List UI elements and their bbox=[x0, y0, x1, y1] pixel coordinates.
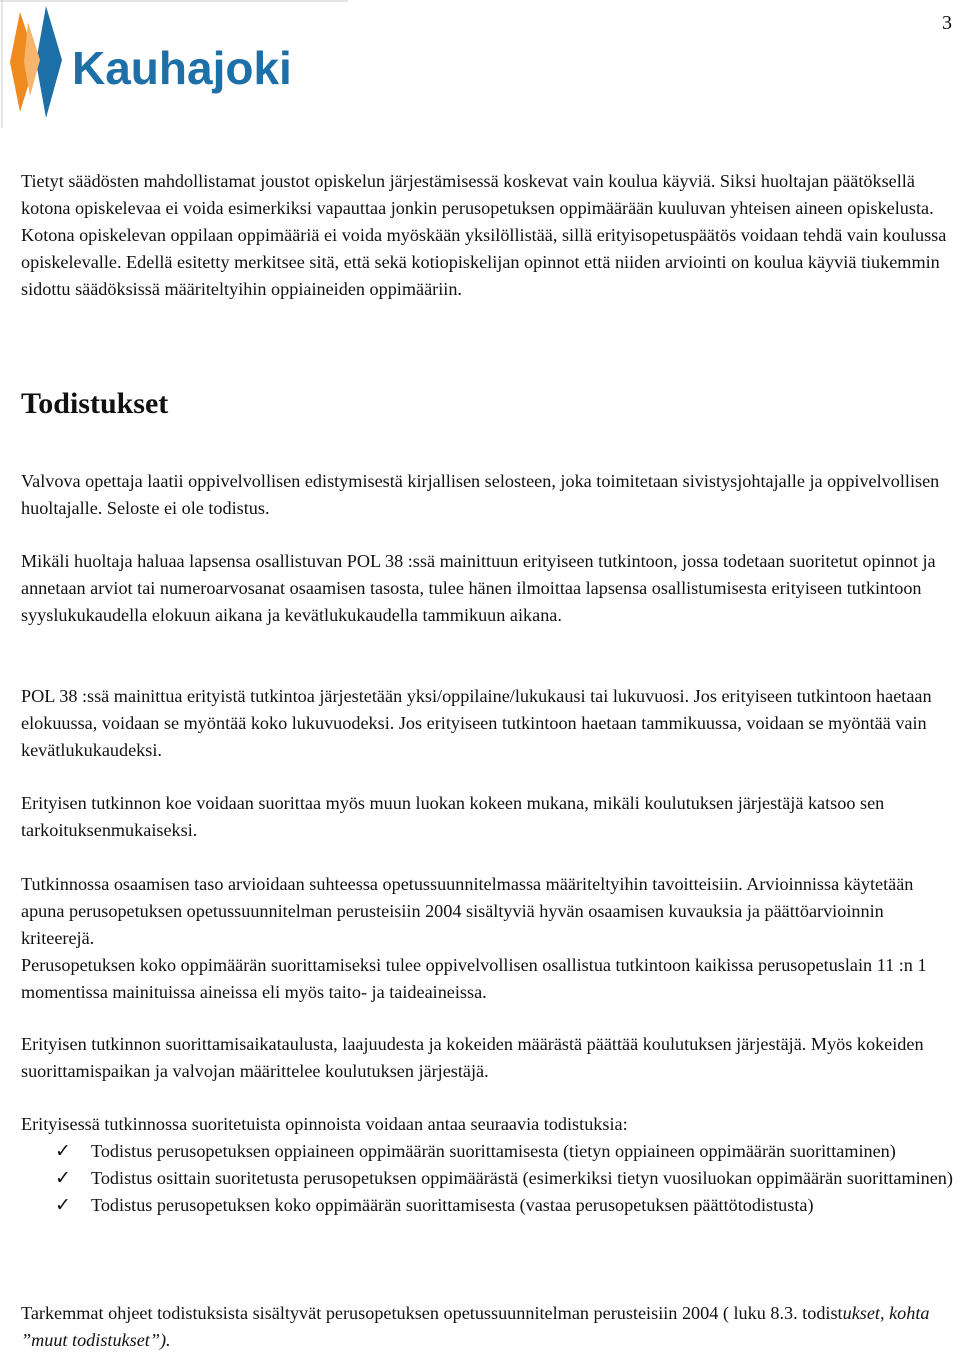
closing-italic: ukset, kohta ”muut todistukset”). bbox=[21, 1303, 930, 1350]
intro-paragraph: Tietyt säädösten mahdollistamat joustot opiskelun järjestämisessä koskevat vain koulua käyviä. Siksi huoltajan päätöksellä kotona opiskelevaa ei voida esimerkiksi vapauttaa jonkin perusopetuksen oppimäärään kuuluvan yhteisen aineen opiskelusta. Kotona opiskelevan oppilaan oppimääriä ei voida myöskään yksilöllistää, sillä erityisopetuspäätös voidaan tehdä vain koulussa opiskelevalle. Edellä esitetty merkitsee sitä, että sekä kotiopiskelijan opinnot että niiden arviointi on koulua käyviä tiukemmin sidottu säädöksissä määriteltyihin oppiaineiden oppimääriin. bbox=[21, 171, 947, 299]
closing-paragraph bbox=[21, 1300, 956, 1354]
flame-right-shape bbox=[36, 6, 62, 118]
list-item-text: Todistus perusopetuksen oppiaineen oppimäärän suorittamisesta (tietyn oppiaineen oppimäärän suorittaminen) bbox=[91, 1141, 896, 1161]
checkmark-icon: ✓ bbox=[55, 1140, 71, 1162]
paragraph-tutkinto: POL 38 :ssä mainittua erityistä tutkintoa järjestetään yksi/oppilaine/lukukausi tai lukuvuosi. Jos erityiseen tutkintoon haetaan elokuussa, voidaan se myöntää koko lukuvuodeksi. Jos erityiseen tutkintoon haetaan tammikuussa, voidaan se myöntää vain kevätlukukaudeksi. bbox=[21, 686, 932, 760]
list-item bbox=[21, 1138, 956, 1165]
logo-wordmark: Kauhajoki bbox=[72, 42, 292, 94]
page-number: 3 bbox=[942, 12, 952, 34]
paragraph-pol38: Mikäli huoltaja haluaa lapsensa osallistuvan POL 38 :ssä mainittuun erityiseen tutkintoon, jossa todetaan suoritetut opinnot ja annetaan arviot tai numeroarvosanat osaamisen tasosta, tulee hänen ilmoittaa lapsensa osallistumisesta erityiseen tutkintoon syyslukukaudella elokuun aikana ja kevätlukukaudella tammikuun aikana. bbox=[21, 551, 936, 625]
list-item-text: Todistus osittain suoritetusta perusopetuksen oppimäärästä (esimerkiksi tietyn vuosiluokan oppimäärän suorittaminen) bbox=[91, 1168, 953, 1188]
paragraph-arviointi: Tutkinnossa osaamisen taso arvioidaan suhteessa opetussuunnitelmassa määriteltyihin tavoitteisiin. Arvioinnissa käytetään apuna perusopetuksen opetussuunnitelman perusteisiin 2004 sisältyviä hyvän osaamisen kuvauksia ja päättöarvioinnin kriteerejä. bbox=[21, 874, 914, 948]
paragraph-todistukset-intro: Erityisessä tutkinnossa suoritetuista opinnoista voidaan antaa seuraavia todistuksia: bbox=[21, 1114, 628, 1134]
paragraph-koe: Erityisen tutkinnon koe voidaan suorittaa myös muun luokan kokeen mukana, mikäli koulutuksen järjestäjä katsoo sen tarkoituksenmukaiseksi. bbox=[21, 793, 885, 840]
closing-text: Tarkemmat ohjeet todistuksista sisältyvät perusopetuksen opetussuunnitelman perusteisiin 2004 ( luku 8.3. todist bbox=[21, 1303, 843, 1323]
checkmark-icon: ✓ bbox=[55, 1167, 71, 1189]
list-item bbox=[21, 1165, 956, 1192]
logo-graphic bbox=[0, 0, 348, 128]
list-item bbox=[21, 1192, 956, 1219]
checkmark-icon: ✓ bbox=[55, 1194, 71, 1216]
list-item-text: Todistus perusopetuksen koko oppimäärän suorittamisesta (vastaa perusopetuksen päättötodistusta) bbox=[91, 1195, 814, 1215]
paragraph-koko-oppimaara: Perusopetuksen koko oppimäärän suorittamiseksi tulee oppivelvollisen osallistua tutkintoon kaikissa perusopetuslain 11 :n 1 momentissa mainituissa aineissa eli myös taito- ja taideaineissa. bbox=[21, 955, 927, 1002]
paragraph-aikataulu: Erityisen tutkinnon suorittamisaikataulusta, laajuudesta ja kokeiden määrästä päättää koulutuksen järjestäjä. Myös kokeiden suorittamispaikan ja valvojan määrittelee koulutuksen järjestäjä. bbox=[21, 1034, 924, 1081]
section-heading: Todistukset bbox=[21, 387, 169, 420]
certificate-list bbox=[21, 1138, 956, 1219]
paragraph-seloste: Valvova opettaja laatii oppivelvollisen edistymisestä kirjallisen selosteen, joka toimitetaan sivistysjohtajalle ja oppivelvollisen huoltajalle. Seloste ei ole todistus. bbox=[21, 471, 940, 518]
kauhajoki-logo bbox=[0, 0, 348, 128]
